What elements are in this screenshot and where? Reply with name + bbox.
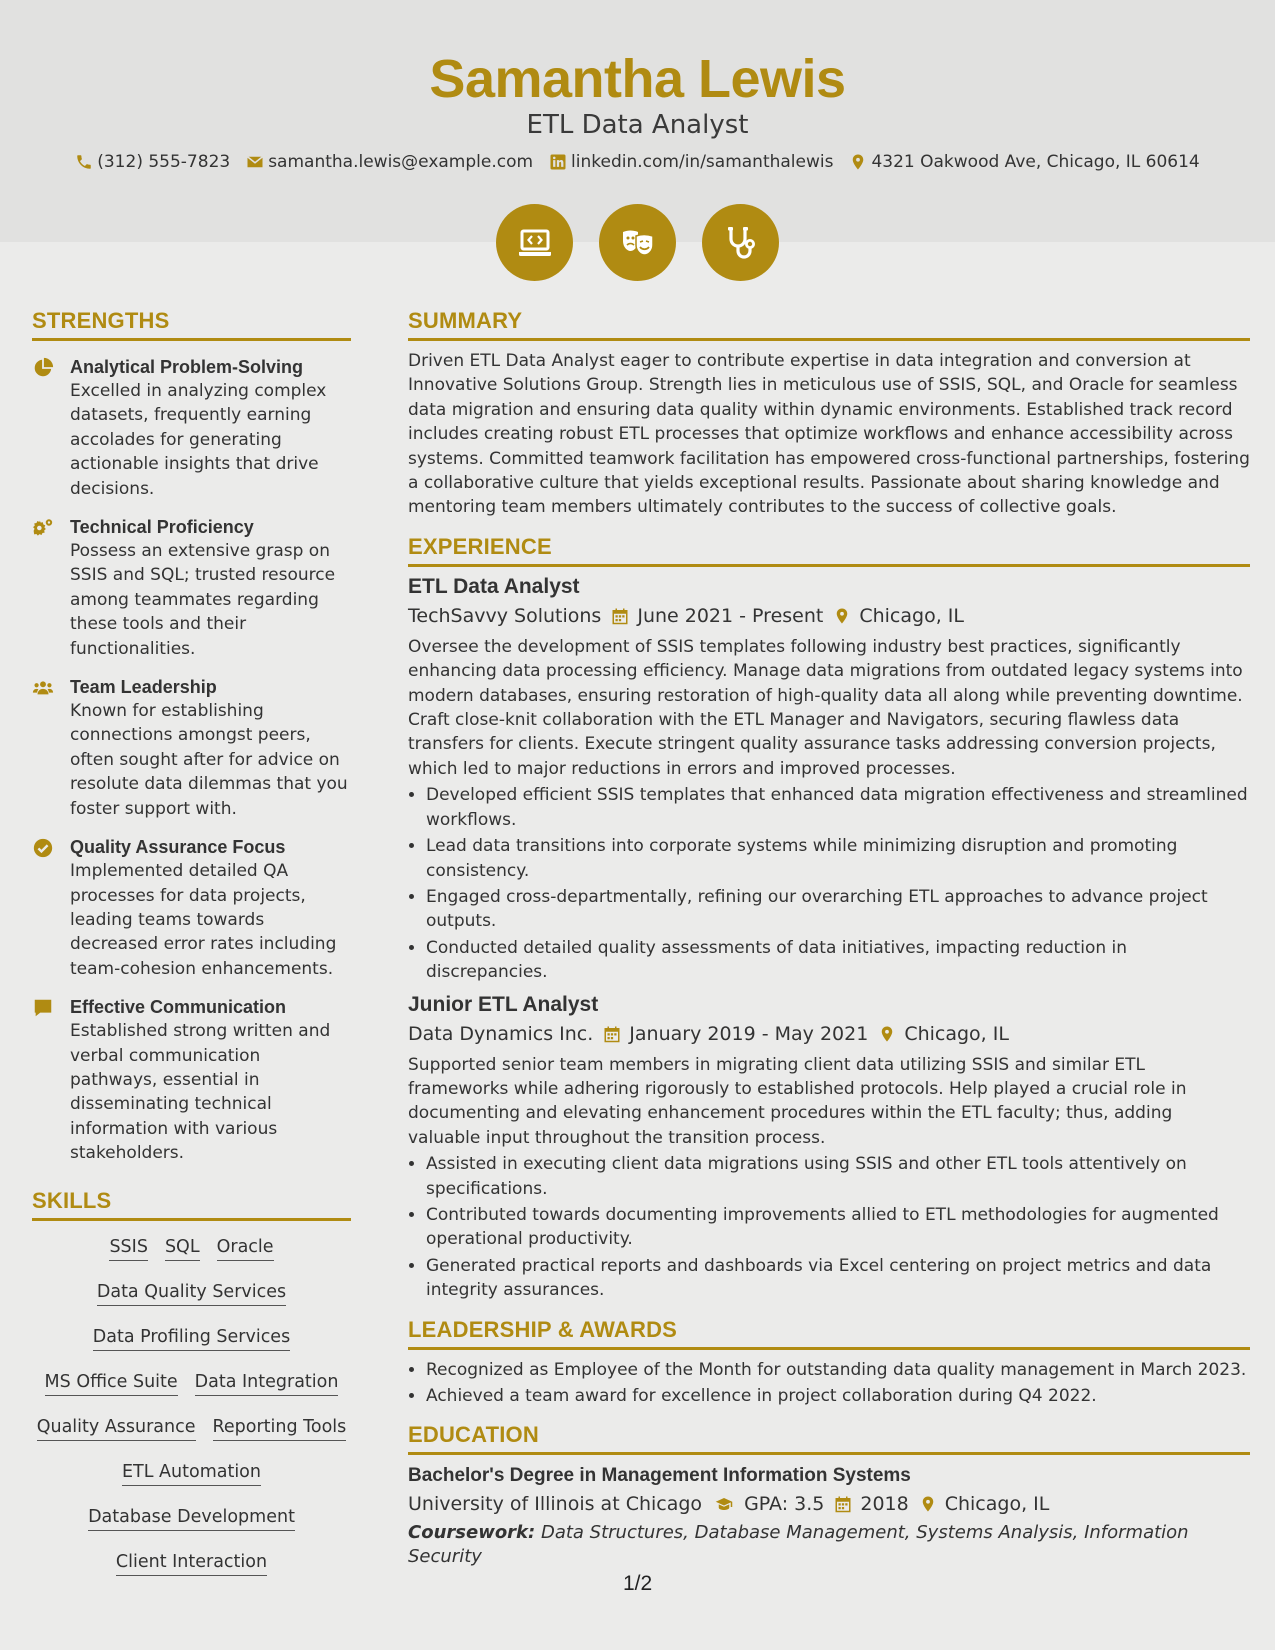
skill-tag: Database Development xyxy=(88,1507,295,1531)
strength-item xyxy=(32,515,351,661)
skill-tag: Client Interaction xyxy=(116,1552,267,1576)
calendar-icon xyxy=(611,607,629,625)
job-company: Data Dynamics Inc. xyxy=(408,1022,594,1045)
envelope-icon xyxy=(246,153,264,171)
education-location: Chicago, IL xyxy=(944,1493,1050,1516)
strengths-heading: STRENGTHS xyxy=(32,308,351,341)
skill-tag: SSIS xyxy=(109,1237,148,1261)
contact-linkedin[interactable] xyxy=(549,152,833,172)
job-company: TechSavvy Solutions xyxy=(408,604,602,627)
calendar-icon xyxy=(603,1025,621,1043)
users-icon xyxy=(32,677,54,699)
job-bullet: • Lead data transitions into corporate systems while minimizing disruption and promoting consistency. xyxy=(426,834,1250,883)
interest-icons xyxy=(0,204,1275,281)
strength-desc: Excelled in analyzing complex datasets, frequently earning accolades for generating actionable insights that drive decisions. xyxy=(70,381,327,499)
awards-list xyxy=(426,1358,1250,1409)
experience-heading: EXPERIENCE xyxy=(408,534,1250,567)
job-description: Oversee the development of SSIS templates following industry best practices, significantly enhancing data processing efficiency. Manage data migrations from outdated legacy systems into modern databases, ensuring restoration of high-quality data all along while preventing downtime. Craft close-knit collaboration with the ETL Manager and Navigators, securing flawless data transfers for clients. Execute stringent quality assurance tasks addressing conversion projects, which led to major reductions in errors and improved processes. xyxy=(408,636,1243,779)
contact-phone[interactable] xyxy=(75,152,230,172)
education-meta xyxy=(408,1493,1250,1515)
strength-title: Team Leadership xyxy=(70,677,217,698)
phone-icon xyxy=(75,153,93,171)
education-heading: EDUCATION xyxy=(408,1422,1250,1455)
job-bullet: • Assisted in executing client data migrations using SSIS and other ETL tools attentively on specifications. xyxy=(426,1152,1250,1201)
skill-tag: Data Integration xyxy=(195,1372,339,1396)
job-dates: June 2021 - Present xyxy=(637,604,824,627)
skill-tag: Data Quality Services xyxy=(97,1282,286,1306)
award-item: • Recognized as Employee of the Month for outstanding data quality management in March 2023. xyxy=(426,1358,1250,1382)
graduation-cap-icon xyxy=(712,1495,736,1513)
award-item: • Achieved a team award for excellence in project collaboration during Q4 2022. xyxy=(426,1384,1250,1408)
education-coursework xyxy=(408,1521,1250,1569)
skill-row xyxy=(93,1325,290,1370)
interest-circle-coding xyxy=(496,204,573,281)
email-text: samantha.lewis@example.com xyxy=(268,152,534,172)
summary-heading: SUMMARY xyxy=(408,308,1250,341)
skill-tag: Data Profiling Services xyxy=(93,1327,290,1351)
skills-list xyxy=(32,1235,351,1595)
strength-title: Technical Proficiency xyxy=(70,517,254,538)
strength-desc: Known for establishing connections amongst peers, often sought after for advice on resolute data dilemmas that you foster support with. xyxy=(70,701,348,819)
job-bullet: • Developed efficient SSIS templates that enhanced data migration effectiveness and streamlined workflows. xyxy=(426,783,1250,832)
address-text: 4321 Oakwood Ave, Chicago, IL 60614 xyxy=(871,152,1200,172)
skill-tag: Quality Assurance xyxy=(37,1417,196,1441)
education-year: 2018 xyxy=(860,1493,909,1516)
job-meta xyxy=(408,605,1250,627)
strength-item xyxy=(32,355,351,501)
cogs-icon xyxy=(32,517,54,539)
linkedin-text: linkedin.com/in/samanthalewis xyxy=(571,152,834,172)
map-marker-icon xyxy=(878,1025,896,1043)
job-description: Supported senior team members in migrating client data utilizing SSIS and similar ETL frameworks while adhering rigorously to established protocols. Help played a crucial role in documenting and elevating enhancement procedures within the ETL faculty; thus, adding valuable input throughout the transition process. xyxy=(408,1054,1187,1148)
contact-bar xyxy=(0,152,1275,172)
right-column xyxy=(408,308,1250,1569)
page-number: 1/2 xyxy=(623,1572,653,1595)
job-location: Chicago, IL xyxy=(904,1022,1009,1045)
skill-row xyxy=(97,1280,286,1325)
stethoscope-icon xyxy=(721,223,761,263)
job-location: Chicago, IL xyxy=(859,604,964,627)
skill-tag: MS Office Suite xyxy=(45,1372,178,1396)
candidate-name: Samantha Lewis xyxy=(429,49,846,109)
skill-tag: Oracle xyxy=(217,1237,274,1261)
job-bullets xyxy=(426,783,1250,984)
job-bullet: • Engaged cross-departmentally, refining our overarching ETL approaches to advance project outputs. xyxy=(426,885,1250,934)
skill-row xyxy=(37,1415,347,1460)
theater-masks-icon xyxy=(618,223,658,263)
skill-tag: SQL xyxy=(165,1237,200,1261)
job-role: ETL Data Analyst xyxy=(408,574,580,598)
job-meta xyxy=(408,1023,1250,1045)
strength-title: Analytical Problem-Solving xyxy=(70,357,304,377)
skills-heading: SKILLS xyxy=(32,1188,351,1221)
contact-address xyxy=(849,152,1199,172)
map-marker-icon xyxy=(919,1495,937,1513)
map-marker-icon xyxy=(833,607,851,625)
strength-desc: Established strong written and verbal communication pathways, essential in disseminating technical information with various stakeholders. xyxy=(70,1021,331,1164)
comment-icon xyxy=(32,997,54,1019)
left-column xyxy=(32,308,351,1595)
linkedin-icon xyxy=(549,153,567,171)
strength-desc: Implemented detailed QA processes for data projects, leading teams towards decreased error rates including team-cohesion enhancements. xyxy=(70,861,337,979)
job-dates: January 2019 - May 2021 xyxy=(629,1022,869,1045)
interest-circle-medical xyxy=(702,204,779,281)
skill-row xyxy=(109,1235,273,1280)
skill-tag: ETL Automation xyxy=(122,1462,261,1486)
strength-item xyxy=(32,835,351,981)
job-entry xyxy=(408,575,1250,985)
skill-tag: Reporting Tools xyxy=(213,1417,347,1441)
skill-row xyxy=(116,1550,267,1595)
strength-desc: Possess an extensive grasp on SSIS and SQL; trusted resource among teammates regarding these tools and their functionalities. xyxy=(70,541,336,659)
education-gpa: GPA: 3.5 xyxy=(744,1493,825,1516)
education-school: University of Illinois at Chicago xyxy=(408,1493,703,1516)
job-bullet: • Contributed towards documenting improvements allied to ETL methodologies for augmented operational productivity. xyxy=(426,1203,1250,1252)
summary-text: Driven ETL Data Analyst eager to contribute expertise in data integration and conversion at Innovative Solutions Group. Strength lies in meticulous use of SSIS, SQL, and Oracle for seamless data migration and ensuring data quality within dynamic environments. Established track record includes creating robust ETL processes that optimize workflows and enhance accessibility across systems. Committed teamwork facilitation has empowered cross-functional partnerships, fostering a collaborative culture that yields exceptional results. Passionate about sharing knowledge and mentoring team members ultimately contributes to the success of collective goals. xyxy=(408,351,1250,518)
map-marker-icon xyxy=(849,153,867,171)
job-bullet: • Conducted detailed quality assessments of data initiatives, impacting reduction in discrepancies. xyxy=(426,936,1250,985)
check-circle-icon xyxy=(32,837,54,859)
job-role: Junior ETL Analyst xyxy=(408,992,599,1016)
job-bullet: • Generated practical reports and dashboards via Excel centering on project metrics and data integrity assurances. xyxy=(426,1254,1250,1303)
strength-item xyxy=(32,675,351,821)
chart-pie-icon xyxy=(32,357,54,379)
phone-text: (312) 555-7823 xyxy=(97,152,231,172)
coursework-text: Data Structures, Database Management, Systems Analysis, Information Security xyxy=(408,1522,1189,1568)
strength-title: Quality Assurance Focus xyxy=(70,837,286,858)
awards-heading: LEADERSHIP & AWARDS xyxy=(408,1317,1250,1350)
job-entry xyxy=(408,993,1250,1303)
job-bullets xyxy=(426,1152,1250,1302)
calendar-icon xyxy=(834,1495,852,1513)
candidate-title: ETL Data Analyst xyxy=(526,110,749,140)
skill-row xyxy=(122,1460,261,1505)
interest-circle-theater xyxy=(599,204,676,281)
skill-row xyxy=(88,1505,295,1550)
skill-row xyxy=(45,1370,339,1415)
strength-title: Effective Communication xyxy=(70,997,287,1018)
strength-item xyxy=(32,995,351,1165)
contact-email[interactable] xyxy=(246,152,533,172)
education-degree: Bachelor's Degree in Management Information Systems xyxy=(408,1465,911,1487)
coursework-label: Coursework: xyxy=(408,1522,536,1544)
laptop-code-icon xyxy=(515,223,555,263)
